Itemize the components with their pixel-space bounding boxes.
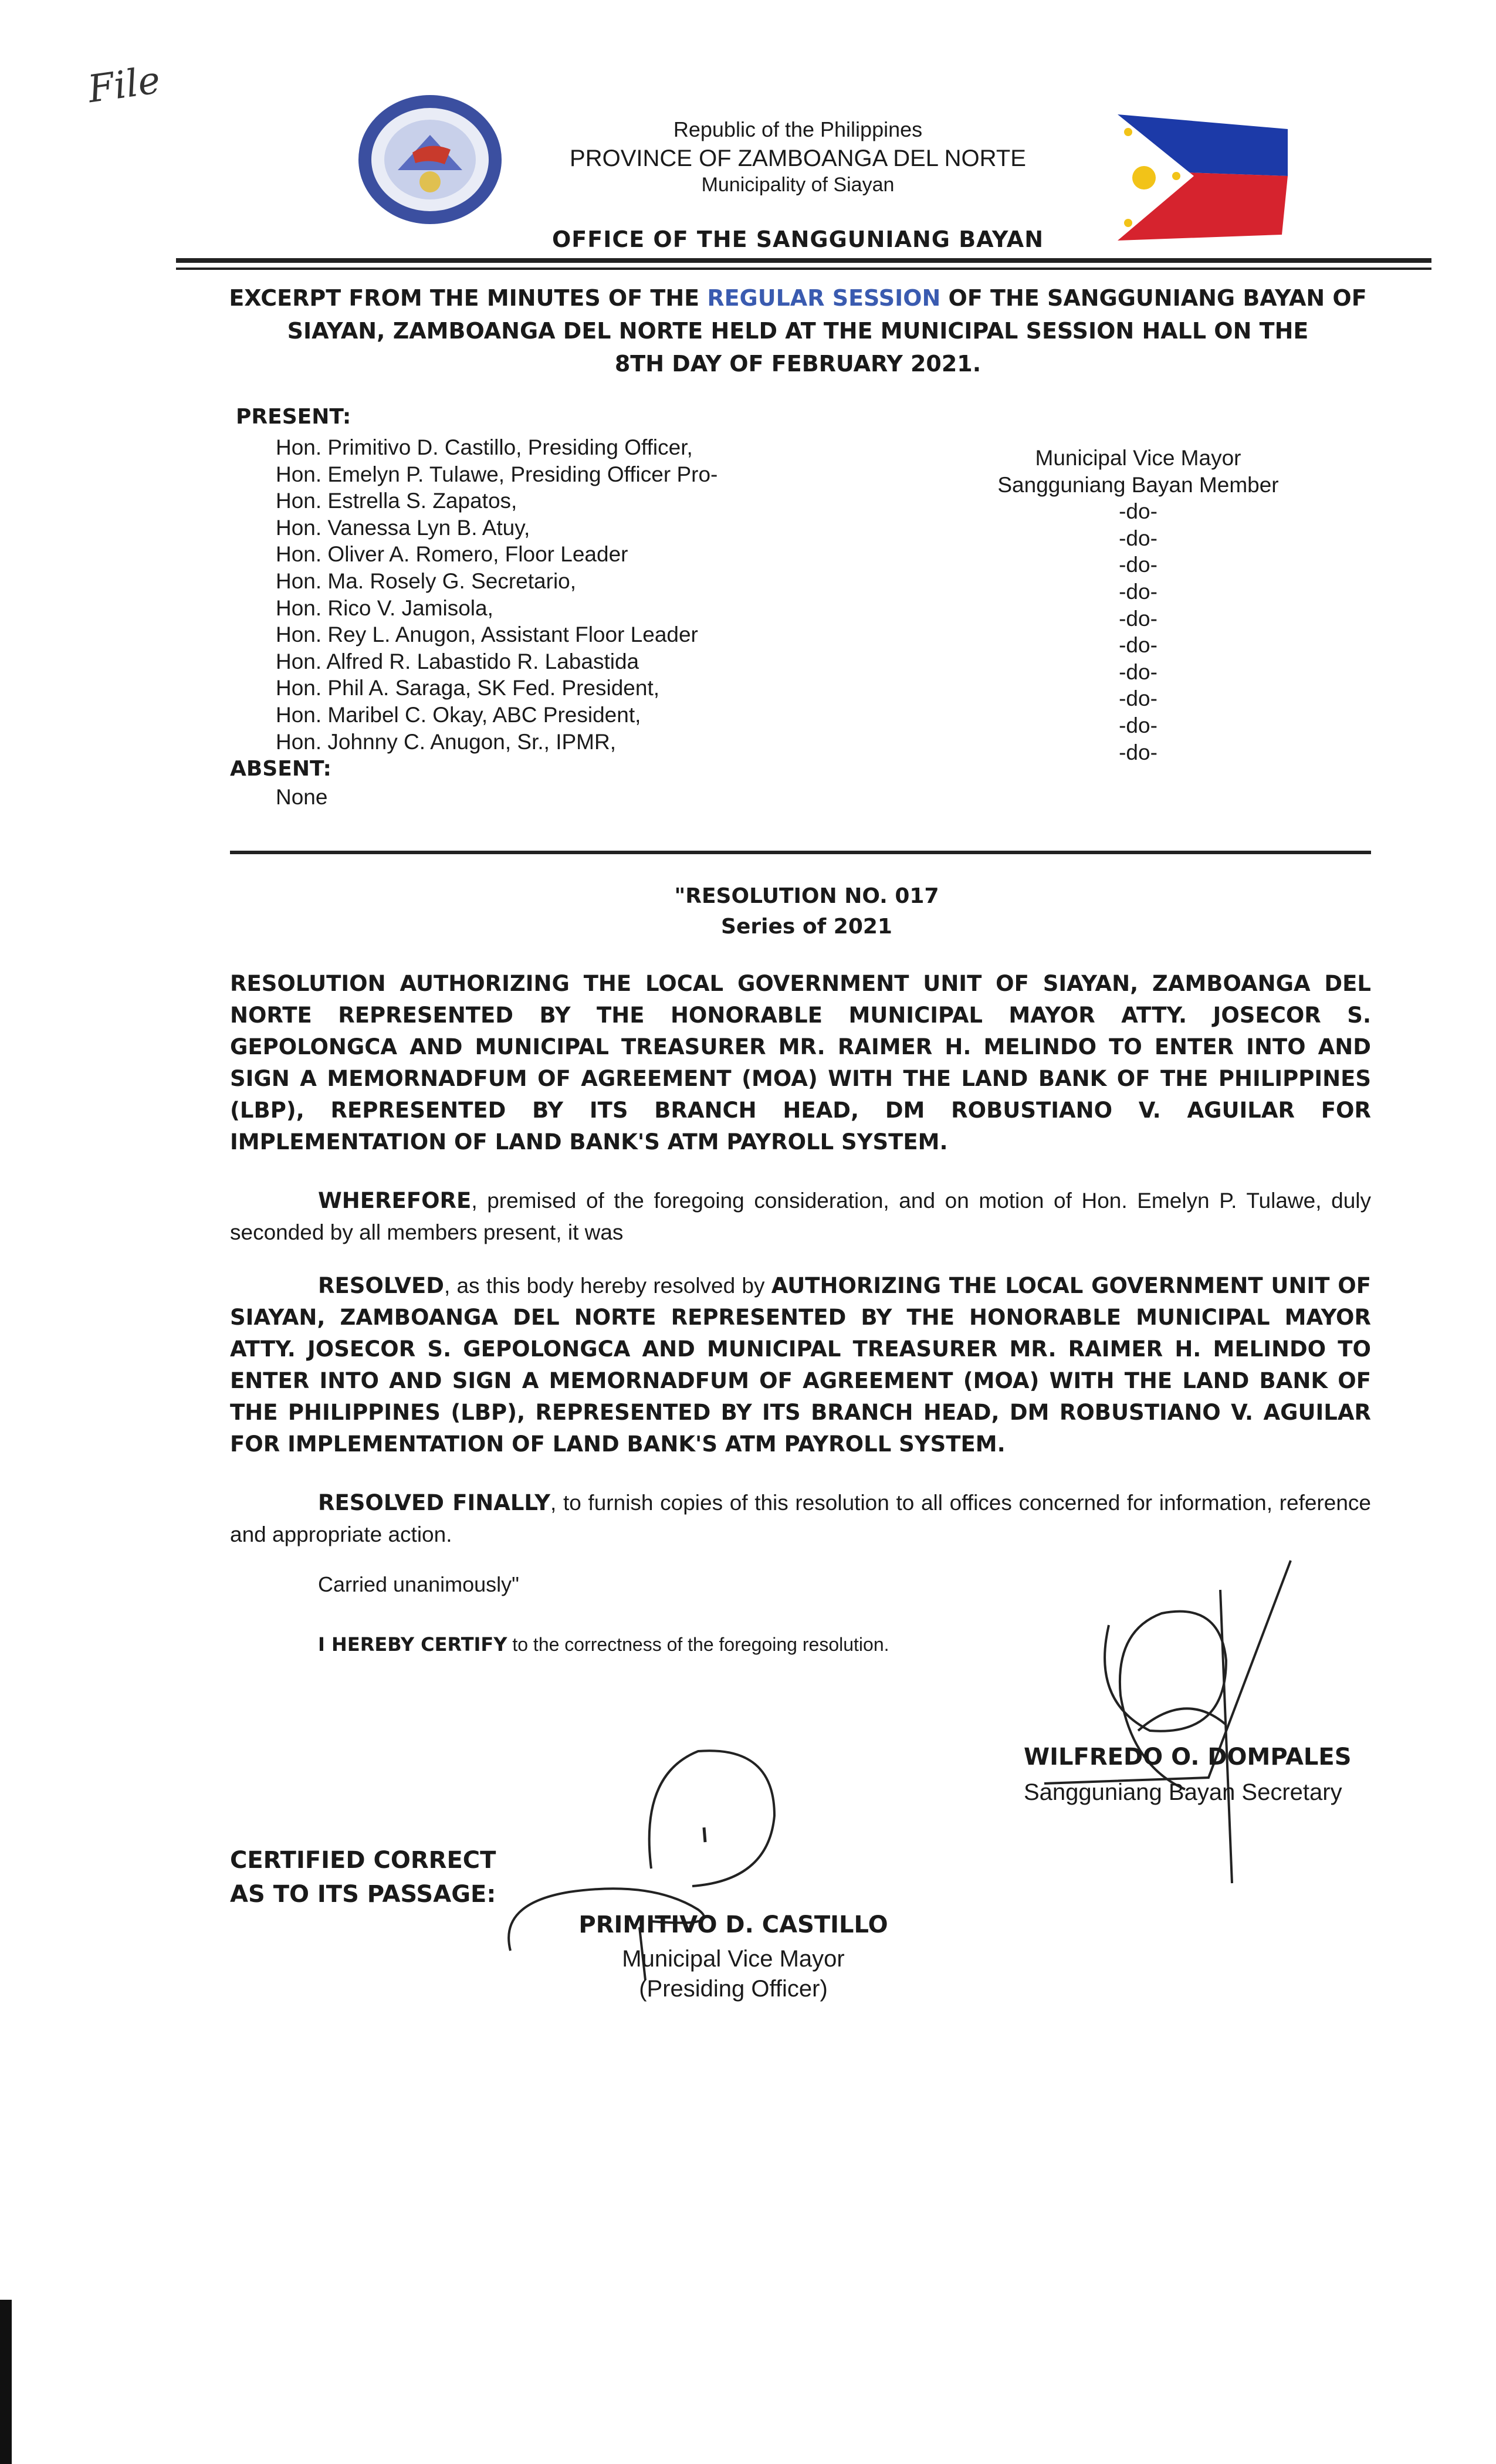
member-name: Hon. Estrella S. Zapatos, (276, 489, 517, 513)
member-role: Sangguniang Bayan Member (997, 472, 1279, 497)
certified-line1: CERTIFIED CORRECT (230, 1847, 496, 1874)
certify-text: to the correctness of the foregoing resolution. (507, 1634, 889, 1655)
member-role: -do- (1119, 686, 1157, 711)
member-name: Hon. Alfred R. Labastido R. Labastida (276, 649, 639, 673)
scan-edge-shadow (0, 2300, 12, 2464)
secretary-name: WILFREDO O. DOMPALES (1024, 1744, 1352, 1771)
member-name: Hon. Ma. Rosely G. Secretario, (276, 568, 577, 593)
certified-correct-label (230, 1843, 496, 1911)
carried-note: Carried unanimously" (318, 1572, 519, 1596)
session-type: REGULAR SESSION (707, 285, 941, 311)
header-rule-thin (176, 268, 1431, 270)
secretary-title: Sangguniang Bayan Secretary (1024, 1779, 1342, 1805)
member-name: Hon. Primitivo D. Castillo, Presiding Officer, (276, 435, 693, 459)
member-role: Municipal Vice Mayor (1035, 446, 1241, 470)
member-name: Hon. Maribel C. Okay, ABC President, (276, 702, 641, 727)
member-roles (950, 445, 1326, 766)
vice-mayor-signature (499, 1734, 909, 1980)
excerpt-heading (223, 282, 1373, 380)
office-heading: OFFICE OF THE SANGGUNIANG BAYAN (551, 226, 1044, 252)
member-role: -do- (1119, 633, 1157, 658)
member-role: -do- (1119, 659, 1157, 684)
member-name: Hon. Emelyn P. Tulawe, Presiding Officer Pro- (276, 462, 718, 486)
certify-label: I HEREBY CERTIFY (318, 1633, 507, 1656)
excerpt-line2: SIAYAN, ZAMBOANGA DEL NORTE HELD AT THE MUNICIPAL SESSION HALL ON THE (287, 318, 1309, 344)
resolution-number-block (528, 881, 1085, 942)
header-rule (176, 258, 1431, 263)
vice-mayor-role: (Presiding Officer) (639, 1976, 828, 2002)
excerpt-date: 8TH DAY OF FEBRUARY 2021. (614, 351, 981, 377)
member-role: -do- (1119, 526, 1157, 550)
excerpt-lead: EXCERPT FROM THE MINUTES OF THE (229, 285, 708, 311)
member-name: Hon. Vanessa Lyn B. Atuy, (276, 515, 530, 540)
absent-label: ABSENT: (230, 757, 331, 781)
province-heading: PROVINCE OF ZAMBOANGA DEL NORTE (570, 145, 1026, 171)
certified-line2: AS TO ITS PASSAGE: (230, 1881, 496, 1908)
handwritten-file-note: File (85, 58, 163, 112)
resolved-lead: , as this body hereby resolved by (444, 1274, 771, 1298)
certify-line (318, 1633, 889, 1656)
resolved-paragraph (230, 1270, 1371, 1460)
member-name: Hon. Phil A. Saraga, SK Fed. President, (276, 676, 660, 700)
member-role: -do- (1119, 553, 1157, 577)
resolution-series: Series of 2021 (721, 915, 892, 939)
secretary-signature (1033, 1555, 1338, 1895)
member-name: Hon. Johnny C. Anugon, Sr., IPMR, (276, 729, 616, 754)
resolved-text: AUTHORIZING THE LOCAL GOVERNMENT UNIT OF SIAYAN, ZAMBOANGA DEL NORTE REPRESENTED BY THE HONORABLE MUNICIPAL MAYOR ATTY. JOSECOR S. GEPOLONGCA AND MUNICIPAL TREASURER MR. RAIMER H. MELINDO TO ENTER INTO AND SIGN A MEMORNADFUM OF AGREEMENT (MOA) WITH THE LAND BANK OF THE PHILIPPINES (LBP), REPRESENTED BY ITS BRANCH HEAD, DM ROBUSTIANO V. AGUILAR FOR IMPLEMENTATION OF LAND BANK'S ATM PAYROLL SYSTEM. (230, 1273, 1371, 1457)
resolved-label: RESOLVED (318, 1273, 444, 1298)
present-label: PRESENT: (236, 405, 351, 429)
member-name: Hon. Oliver A. Romero, Floor Leader (276, 542, 628, 567)
present-list (276, 434, 980, 755)
absent-value: None (276, 785, 328, 809)
member-role: -do- (1119, 713, 1157, 737)
member-name: Hon. Rico V. Jamisola, (276, 595, 493, 620)
philippine-flag-icon (1118, 114, 1288, 241)
resolved-finally-text: , to furnish copies of this resolution to all offices concerned for information, reference and appropriate action. (230, 1491, 1371, 1546)
wherefore-paragraph (230, 1185, 1371, 1248)
resolution-title: RESOLUTION AUTHORIZING THE LOCAL GOVERNMENT UNIT OF SIAYAN, ZAMBOANGA DEL NORTE REPRESENTED BY THE HONORABLE MUNICIPAL MAYOR ATTY. JOSECOR S. GEPOLONGCA AND MUNICIPAL TREASURER MR. RAIMER H. MELINDO TO ENTER INTO AND SIGN A MEMORNADFUM OF AGREEMENT (MOA) WITH THE LAND BANK OF THE PHILIPPINES (LBP), REPRESENTED BY ITS BRANCH HEAD, DM ROBUSTIANO V. AGUILAR FOR IMPLEMENTATION OF LAND BANK'S ATM PAYROLL SYSTEM. (230, 971, 1371, 1155)
republic-heading: Republic of the Philippines (673, 117, 923, 141)
member-role: -do- (1119, 499, 1157, 524)
member-name: Hon. Rey L. Anugon, Assistant Floor Leader (276, 622, 698, 647)
wherefore-text: , premised of the foregoing consideration, and on motion of Hon. Emelyn P. Tulawe, duly seconded by all members present, it was (230, 1189, 1371, 1244)
member-role: -do- (1119, 606, 1157, 631)
municipality-heading: Municipality of Siayan (701, 174, 895, 196)
section-rule (230, 851, 1371, 854)
vice-mayor-title: Municipal Vice Mayor (622, 1946, 845, 1972)
wherefore-label: WHEREFORE (318, 1188, 472, 1213)
member-role: -do- (1119, 740, 1157, 764)
resolution-number: "RESOLUTION NO. 017 (674, 884, 939, 908)
excerpt-line1-rest: OF THE SANGGUNIANG BAYAN OF (940, 285, 1367, 311)
resolved-finally-label: RESOLVED FINALLY (318, 1490, 551, 1515)
member-role: -do- (1119, 579, 1157, 604)
vice-mayor-name: PRIMITIVO D. CASTILLO (578, 1911, 888, 1938)
resolved-finally-paragraph (230, 1487, 1371, 1551)
